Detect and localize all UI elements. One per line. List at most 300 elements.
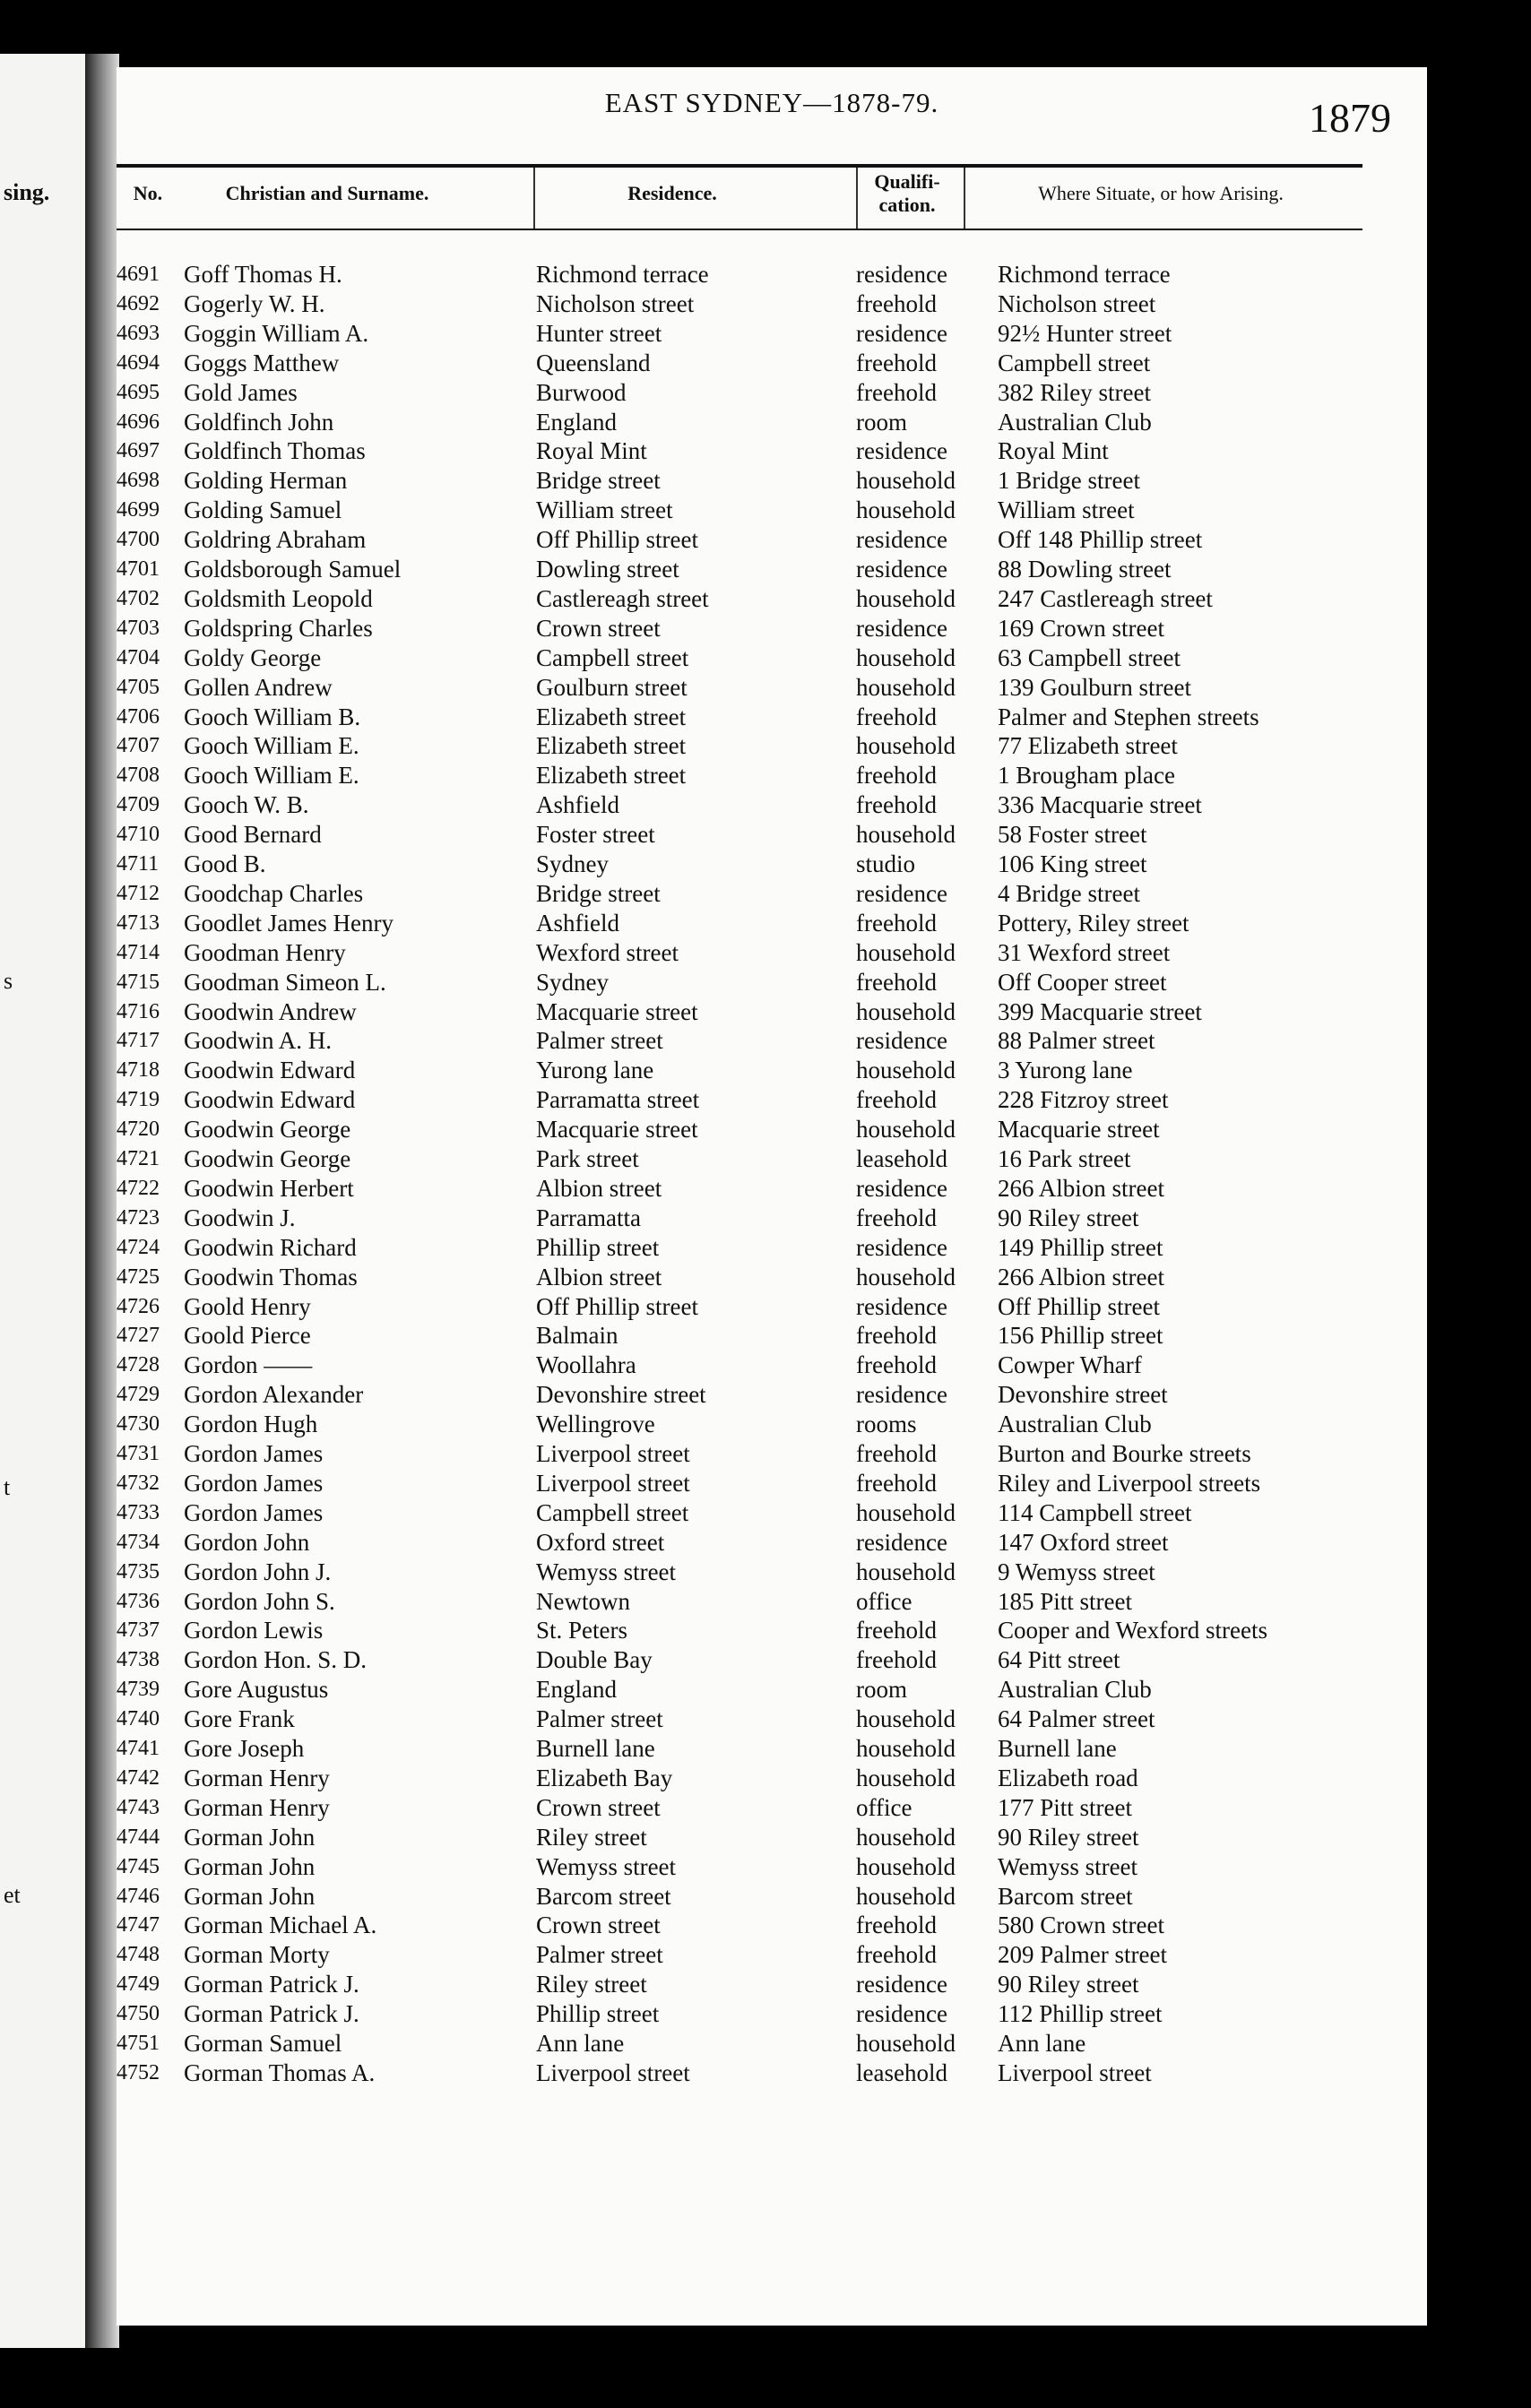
table-row [117,1823,1427,1852]
entry-qualification: residence [856,1292,947,1320]
column-divider [533,168,535,229]
entry-qualification: residence [856,437,947,465]
entry-number: 4736 [117,1589,160,1613]
entry-number: 4694 [117,350,160,375]
table-row [117,1940,1427,1970]
table-row [117,1911,1427,1940]
entry-name: Gordon James [184,1469,324,1497]
entry-where-situate: 114 Campbell street [998,1498,1192,1526]
entry-name: Gordon —— [184,1351,313,1379]
entry-number: 4716 [117,999,160,1023]
entry-where-situate: Off Cooper street [998,968,1167,996]
entry-qualification: household [856,1558,956,1585]
entry-residence: Albion street [536,1174,662,1202]
entry-name: Gorman Patrick J. [184,2000,359,2028]
entry-residence: Liverpool street [536,1440,690,1467]
entry-number: 4750 [117,2002,160,2026]
entry-qualification: residence [856,261,947,288]
entry-residence: Devonshire street [536,1381,706,1409]
entry-qualification: residence [856,1971,947,1998]
table-row [117,1616,1427,1645]
entry-qualification: freehold [856,1941,937,1969]
entry-qualification: freehold [856,1351,937,1379]
entry-number: 4746 [117,1884,160,1908]
entry-name: Golding Samuel [184,496,342,524]
entry-name: Goodwin Richard [184,1233,357,1261]
entry-qualification: household [856,997,956,1025]
table-row [117,1233,1427,1263]
entry-where-situate: Campbell street [998,349,1151,376]
entry-number: 4729 [117,1383,160,1407]
entry-where-situate: 1 Bridge street [998,467,1140,495]
entry-where-situate: William street [998,496,1135,524]
table-row [117,643,1427,673]
table-row [117,1970,1427,1999]
entry-where-situate: 58 Foster street [998,821,1147,849]
entry-number: 4735 [117,1559,160,1584]
entry-qualification: freehold [856,378,937,406]
entry-number: 4704 [117,645,160,669]
entry-name: Good Bernard [184,821,322,849]
entry-residence: Burwood [536,378,627,406]
entry-qualification: room [856,1676,907,1704]
table-row [117,909,1427,938]
table-row [117,968,1427,997]
entry-residence: Ashfield [536,909,619,936]
entry-name: Goggs Matthew [184,349,340,376]
entry-where-situate: Macquarie street [998,1116,1160,1144]
entry-name: Goodwin Edward [184,1086,356,1114]
table-row [117,614,1427,643]
page-number: 1879 [1309,95,1391,141]
entry-name: Gogerly W. H. [184,289,325,317]
entry-number: 4710 [117,823,160,847]
entry-number: 4739 [117,1678,160,1702]
table-row [117,1882,1427,1912]
entry-residence: Elizabeth Bay [536,1764,673,1791]
entry-number: 4718 [117,1058,160,1083]
entry-residence: Riley street [536,1823,647,1851]
entry-name: Goff Thomas H. [184,261,342,288]
entry-qualification: household [856,467,956,495]
entry-number: 4698 [117,469,160,493]
entry-number: 4748 [117,1943,160,1967]
table-row [117,1852,1427,1882]
table-row [117,731,1427,761]
entry-residence: Queensland [536,349,651,376]
entry-where-situate: 77 Elizabeth street [998,732,1178,760]
table-row [117,1056,1427,1085]
entry-name: Goodwin A. H. [184,1027,333,1055]
entry-residence: Elizabeth street [536,762,687,790]
entry-name: Gorman Michael A. [184,1912,377,1939]
entry-where-situate: Liverpool street [998,2058,1152,2086]
entry-qualification: freehold [856,1204,937,1231]
entry-qualification: household [856,496,956,524]
entry-name: Gooch William E. [184,732,359,760]
table-row [117,1675,1427,1705]
table-row [117,525,1427,555]
entry-where-situate: 147 Oxford street [998,1528,1169,1556]
entry-number: 4720 [117,1118,160,1142]
entry-name: Gold James [184,378,298,406]
table-row [117,850,1427,879]
entry-residence: William street [536,496,673,524]
entry-number: 4731 [117,1442,160,1465]
entry-name: Gordon John [184,1528,310,1556]
entry-qualification: freehold [856,1469,937,1497]
table-row [117,1705,1427,1734]
entry-number: 4713 [117,911,160,935]
entry-number: 4702 [117,586,160,610]
entry-number: 4714 [117,940,160,964]
entry-residence: Palmer street [536,1941,663,1969]
entry-where-situate: 112 Phillip street [998,2000,1163,2028]
table-row [117,1528,1427,1558]
entry-qualification: residence [856,879,947,907]
table-row [117,466,1427,496]
table-row [117,1645,1427,1675]
column-header-residence: Residence. [627,182,717,204]
entry-qualification: residence [856,1027,947,1055]
entry-where-situate: Cowper Wharf [998,1351,1142,1379]
entry-number: 4738 [117,1648,160,1672]
entry-where-situate: 64 Palmer street [998,1705,1155,1733]
entry-residence: Foster street [536,821,655,849]
table-row [117,1292,1427,1322]
entry-residence: Oxford street [536,1528,665,1556]
entry-qualification: household [856,2030,956,2057]
entry-residence: Macquarie street [536,1116,698,1144]
table-row [117,820,1427,850]
entry-where-situate: Off 148 Phillip street [998,526,1203,554]
entry-qualification: freehold [856,289,937,317]
entry-name: Goldring Abraham [184,526,367,554]
entry-name: Goold Henry [184,1292,311,1320]
entry-residence: Palmer street [536,1705,663,1733]
table-row [117,2058,1427,2088]
entry-residence: Off Phillip street [536,526,698,554]
entry-name: Gordon James [184,1440,324,1467]
entry-name: Goldfinch John [184,408,334,436]
table-row [117,1558,1427,1587]
column-header-where: Where Situate, or how Arising. [1038,182,1284,204]
entry-where-situate: Barcom street [998,1882,1133,1910]
entry-name: Gooch William E. [184,762,359,790]
entry-name: Gordon Alexander [184,1381,364,1409]
entry-name: Gordon Lewis [184,1617,324,1644]
table-row [117,408,1427,437]
table-row [117,289,1427,319]
entry-number: 4724 [117,1235,160,1259]
entry-where-situate: 382 Riley street [998,378,1151,406]
entry-residence: Phillip street [536,1233,660,1261]
facing-page-mark: t [4,1474,11,1500]
entry-qualification: freehold [856,1322,937,1350]
entry-qualification: office [856,1793,913,1821]
entry-qualification: household [856,673,956,701]
entry-where-situate: Australian Club [998,408,1152,436]
entry-number: 4740 [117,1707,160,1731]
entry-name: Goodlet James Henry [184,909,394,936]
entry-qualification: household [856,1116,956,1144]
entry-where-situate: 266 Albion street [998,1263,1164,1290]
entry-name: Golding Herman [184,467,348,495]
entry-name: Goodwin George [184,1145,351,1172]
table-row [117,790,1427,820]
entry-qualification: household [856,1057,956,1084]
table-row [117,879,1427,909]
entry-where-situate: 4 Bridge street [998,879,1140,907]
entry-qualification: freehold [856,349,937,376]
entry-number: 4752 [117,2060,160,2084]
entry-residence: Wellingrove [536,1411,655,1438]
entry-qualification: freehold [856,762,937,790]
entry-number: 4715 [117,970,160,994]
entry-number: 4708 [117,764,160,788]
entry-where-situate: 92½ Hunter street [998,319,1172,347]
column-header-qualification: Qualifi-cation. [874,170,940,216]
entry-where-situate: Cooper and Wexford streets [998,1617,1267,1644]
entry-number: 4711 [117,852,160,876]
entry-residence: Macquarie street [536,997,698,1025]
entry-residence: Yurong lane [536,1057,654,1084]
entry-name: Gore Frank [184,1705,295,1733]
gutter-shadow [85,54,119,2348]
entry-residence: Dowling street [536,556,679,583]
entry-number: 4734 [117,1530,160,1554]
entry-name: Gordon John J. [184,1558,332,1585]
entry-residence: St. Peters [536,1617,628,1644]
entry-name: Goodwin Herbert [184,1174,354,1202]
entry-number: 4691 [117,263,160,286]
entry-number: 4721 [117,1147,160,1170]
entry-where-situate: 31 Wexford street [998,938,1171,966]
entry-where-situate: 228 Fitzroy street [998,1086,1169,1114]
table-row [117,673,1427,703]
entry-where-situate: 139 Goulburn street [998,673,1191,701]
table-row [117,938,1427,968]
table-row [117,1380,1427,1410]
entry-name: Goodwin Edward [184,1057,356,1084]
entry-name: Gorman Thomas A. [184,2058,376,2086]
entry-qualification: household [856,1823,956,1851]
register-page [117,67,1427,2326]
table-row [117,997,1427,1027]
entry-name: Gorman John [184,1882,316,1910]
entry-where-situate: 580 Crown street [998,1912,1164,1939]
entry-qualification: household [856,1764,956,1791]
entry-qualification: residence [856,526,947,554]
entry-qualification: household [856,1705,956,1733]
entry-name: Goldfinch Thomas [184,437,366,465]
table-row [117,1793,1427,1823]
entry-qualification: office [856,1587,913,1615]
entry-number: 4695 [117,380,160,404]
entry-name: Goldy George [184,643,322,671]
entry-number: 4728 [117,1353,160,1377]
entry-residence: Campbell street [536,1498,689,1526]
entry-qualification: household [856,643,956,671]
entry-residence: Balmain [536,1322,618,1350]
entry-qualification: household [856,821,956,849]
entry-qualification: freehold [856,1440,937,1467]
entry-where-situate: 149 Phillip street [998,1233,1163,1261]
entry-qualification: household [856,732,956,760]
entry-residence: Bridge street [536,879,661,907]
entry-number: 4697 [117,439,160,463]
entry-where-situate: 156 Phillip street [998,1322,1163,1350]
facing-page-mark: et [4,1882,21,1908]
entry-name: Gorman Henry [184,1764,330,1791]
entry-residence: Barcom street [536,1882,671,1910]
entry-name: Gore Augustus [184,1676,329,1704]
entry-qualification: residence [856,1233,947,1261]
entry-residence: Liverpool street [536,2058,690,2086]
entry-where-situate: Riley and Liverpool streets [998,1469,1261,1497]
entry-number: 4693 [117,321,160,345]
header-top-rule [117,164,1362,168]
entry-where-situate: 1 Brougham place [998,762,1175,790]
entry-where-situate: Burnell lane [998,1735,1117,1762]
entry-name: Gollen Andrew [184,673,333,701]
entry-number: 4741 [117,1737,160,1760]
entry-residence: Richmond terrace [536,261,709,288]
entry-number: 4719 [117,1088,160,1112]
table-row [117,1764,1427,1793]
entry-where-situate: 90 Riley street [998,1204,1139,1231]
entry-where-situate: 169 Crown street [998,614,1164,642]
entry-where-situate: Devonshire street [998,1381,1168,1409]
entry-where-situate: 88 Palmer street [998,1027,1155,1055]
entry-number: 4732 [117,1471,160,1495]
entry-number: 4700 [117,528,160,552]
entry-where-situate: 90 Riley street [998,1823,1139,1851]
table-row [117,1351,1427,1380]
table-row [117,260,1427,289]
column-header-no: No. [133,182,163,204]
entry-number: 4727 [117,1324,160,1348]
entry-name: Good B. [184,850,266,877]
entry-qualification: household [856,1735,956,1762]
entry-number: 4751 [117,2032,160,2055]
entry-qualification: freehold [856,1912,937,1939]
entry-residence: Double Bay [536,1646,653,1674]
entry-name: Gore Joseph [184,1735,305,1762]
entry-name: Gooch William B. [184,703,361,730]
entry-residence: Wemyss street [536,1558,677,1585]
table-row [117,378,1427,408]
entry-name: Goodwin Andrew [184,997,357,1025]
table-row [117,1144,1427,1174]
entry-name: Gorman Henry [184,1793,330,1821]
entry-residence: Palmer street [536,1027,663,1055]
table-row [117,319,1427,349]
entry-name: Gordon Hon. S. D. [184,1646,368,1674]
entry-number: 4707 [117,734,160,758]
table-row [117,761,1427,790]
entry-where-situate: 63 Campbell street [998,643,1181,671]
table-row [117,1115,1427,1144]
entry-where-situate: 336 Macquarie street [998,791,1202,819]
entry-residence: Castlereagh street [536,584,709,612]
entry-name: Goggin William A. [184,319,369,347]
table-row [117,584,1427,614]
entry-qualification: residence [856,1528,947,1556]
entry-qualification: freehold [856,703,937,730]
entry-residence: Nicholson street [536,289,695,317]
entry-number: 4699 [117,498,160,522]
entry-qualification: residence [856,556,947,583]
entry-qualification: leasehold [856,2058,947,2086]
table-row [117,1410,1427,1439]
entry-residence: Burnell lane [536,1735,655,1762]
entry-residence: Newtown [536,1587,630,1615]
entry-where-situate: 185 Pitt street [998,1587,1132,1615]
entry-residence: Wexford street [536,938,679,966]
entry-number: 4730 [117,1412,160,1437]
entry-qualification: residence [856,614,947,642]
entry-name: Goldspring Charles [184,614,373,642]
entry-number: 4717 [117,1029,160,1053]
entry-residence: England [536,1676,617,1704]
entry-residence: Bridge street [536,467,661,495]
entry-residence: Sydney [536,968,609,996]
entry-where-situate: 209 Palmer street [998,1941,1167,1969]
entry-number: 4692 [117,291,160,315]
entry-where-situate: Nicholson street [998,289,1156,317]
entry-residence: Elizabeth street [536,703,687,730]
entry-where-situate: 177 Pitt street [998,1793,1132,1821]
entry-name: Gooch W. B. [184,791,309,819]
entry-name: Gordon Hugh [184,1411,318,1438]
entry-residence: England [536,408,617,436]
entry-qualification: household [856,1263,956,1290]
entry-where-situate: Australian Club [998,1411,1152,1438]
entry-where-situate: 399 Macquarie street [998,997,1202,1025]
table-row [117,1263,1427,1292]
entry-residence: Parramatta street [536,1086,700,1114]
entry-qualification: household [856,1852,956,1880]
entry-where-situate: Ann lane [998,2030,1086,2057]
table-row [117,496,1427,525]
entry-where-situate: 90 Riley street [998,1971,1139,1998]
entry-residence: Crown street [536,1793,661,1821]
entry-where-situate: 9 Wemyss street [998,1558,1155,1585]
entry-number: 4747 [117,1913,160,1938]
entry-number: 4743 [117,1795,160,1819]
entry-name: Goodman Henry [184,938,346,966]
entry-number: 4749 [117,1972,160,1997]
entry-where-situate: Palmer and Stephen streets [998,703,1259,730]
entry-number: 4733 [117,1500,160,1524]
entry-qualification: household [856,1882,956,1910]
entry-residence: Crown street [536,1912,661,1939]
entry-residence: Park street [536,1145,639,1172]
entry-qualification: freehold [856,909,937,936]
header-bottom-rule [117,229,1362,230]
entry-name: Goodchap Charles [184,879,364,907]
entry-qualification: rooms [856,1411,917,1438]
entry-qualification: room [856,408,907,436]
table-row [117,1498,1427,1528]
entry-number: 4745 [117,1854,160,1878]
table-row [117,1321,1427,1351]
entry-number: 4723 [117,1205,160,1230]
entry-residence: Ann lane [536,2030,625,2057]
entry-where-situate: 3 Yurong lane [998,1057,1133,1084]
entry-qualification: freehold [856,1617,937,1644]
